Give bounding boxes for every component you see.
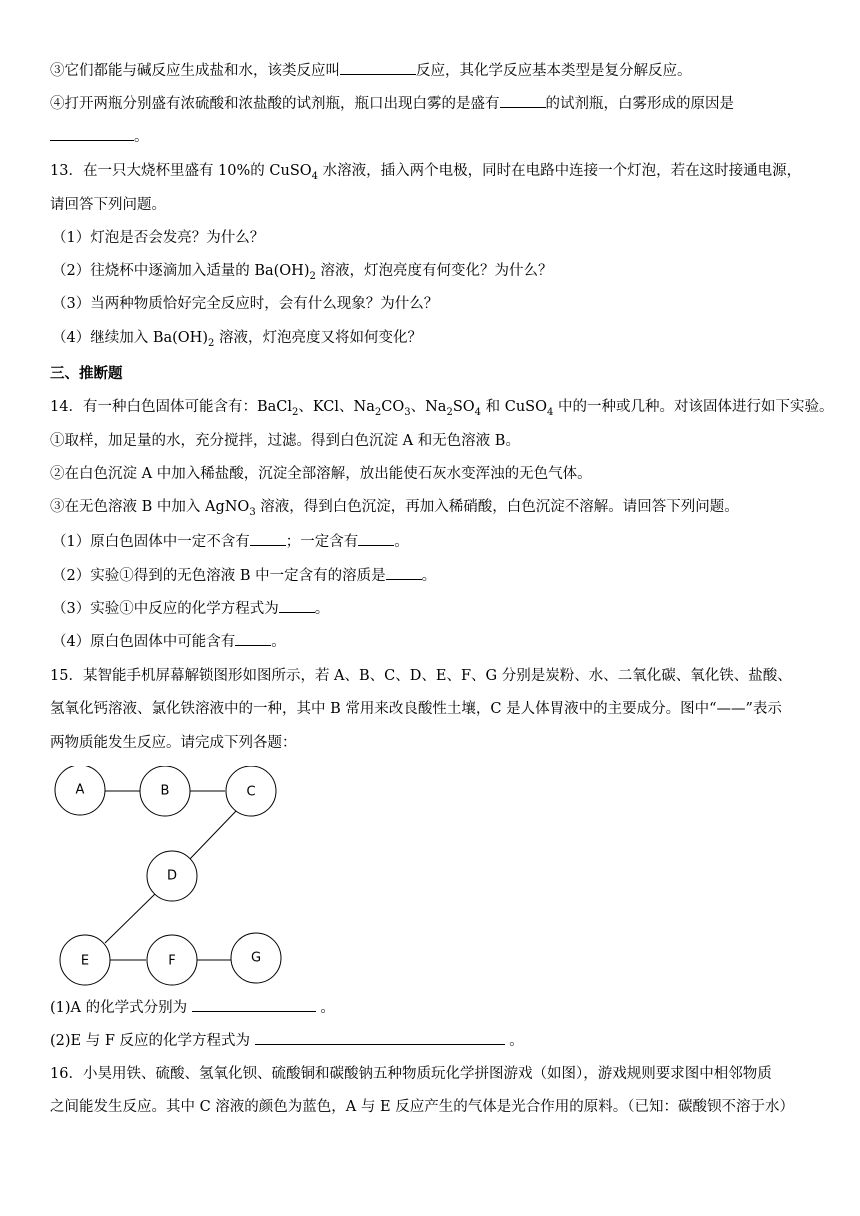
unlock-pattern-diagram [52,766,292,992]
edge-c-d [188,810,237,861]
answer-blank[interactable] [235,631,271,646]
answer-blank[interactable] [192,997,316,1012]
node-e-label: E [80,953,90,969]
answer-blank[interactable] [255,1030,505,1045]
q14-stem: 14．有一种白色固体可能含有：BaCl$_2$、KCl、$Na_2CO_3$、$Na_2SO_4$ 和 CuSO$_4$ 中的一种或几种。对该固体进行如下实验。 [50,399,834,418]
answer-blank[interactable] [250,531,286,546]
q12-item3: ③它们都能与碱反应生成盐和水，该类反应叫 反应，其化学反应基本类型是复分解反应。 [50,60,692,81]
q15-stem-line2: 氢氧化钙溶液、氯化铁溶液中的一种，其中 B 常用来改良酸性土壤，C 是人体胃液中的主要成分。图中“——”表示 [50,701,782,717]
q13-part3: （3）当两种物质恰好完全反应时，会有什么现象？为什么？ [52,296,439,312]
answer-blank[interactable] [386,565,422,580]
node-b-label: B [160,783,170,799]
node-f-label: F [168,953,176,969]
q15-part1: (1)A 的化学式分别为 。 [50,997,335,1018]
q16-stem-line2: 之间能发生反应。其中 C 溶液的颜色为蓝色，A 与 E 反应产生的气体是光合作用的原料。（已知：碳酸钡不溶于水） [50,1099,794,1115]
answer-blank[interactable] [50,126,134,141]
node-a-label: A [75,782,85,798]
node-g-label: G [250,950,262,966]
q13-part2: （2）往烧杯中逐滴加入适量的 $Ba(OH)_2$ 溶液，灯泡亮度有何变化？为什么？ [52,263,553,282]
edge-d-e [105,893,156,943]
answer-blank[interactable] [358,531,394,546]
node-c-label: C [246,784,256,800]
q12-item4: ④打开两瓶分别盛有浓硫酸和浓盐酸的试剂瓶，瓶口出现白雾的是盛有 的试剂瓶，白雾形成的原因是 [50,93,734,114]
q14-part3: （3）实验①中反应的化学方程式为 。 [52,598,329,619]
answer-blank[interactable] [500,93,546,108]
q15-stem-line1: 15．某智能手机屏幕解锁图形如图所示，若 A、B、C、D、E、F、G 分别是炭粉、水、二氧化碳、氧化铁、盐酸、 [50,668,792,684]
answer-blank[interactable] [340,60,416,75]
q13-part1: （1）灯泡是否会发亮？为什么？ [52,230,265,246]
q14-step2: ②在白色沉淀 A 中加入稀盐酸，沉淀全部溶解，放出能使石灰水变浑浊的无色气体。 [50,466,592,482]
node-d-label: D [166,868,178,884]
q15-stem-line3: 两物质能发生反应。请完成下列各题： [50,735,297,751]
q13-stem-line1: 13．在一只大烧杯里盛有 10%的 CuSO$_4$ 水溶液，插入两个电极，同时在电路中连接一个灯泡，若在这时接通电源， [50,163,802,182]
q13-stem-line2: 请回答下列问题。 [50,197,166,213]
q13-part4: （4）继续加入 $Ba(OH)_2$ 溶液，灯泡亮度又将如何变化？ [52,330,422,349]
q14-step3: ③在无色溶液 B 中加入 AgNO$_3$ 溶液，得到白色沉淀，再加入稀硝酸，白色沉淀不溶解。请回答下列问题。 [50,499,739,518]
section-heading: 三、推断题 [50,365,123,382]
q14-part4: （4）原白色固体中可能含有 。 [52,631,286,652]
q14-step1: ①取样，加足量的水，充分搅拌，过滤。得到白色沉淀 A 和无色溶液 B。 [50,433,520,449]
answer-blank[interactable] [279,598,315,613]
q16-stem-line1: 16．小昊用铁、硫酸、氢氧化钡、硫酸铜和碳酸钠五种物质玩化学拼图游戏（如图），游戏规则要求图中相邻物质 [50,1066,772,1082]
q14-part2: （2）实验①得到的无色溶液 B 中一定含有的溶质是 。 [52,565,436,586]
q12-item4-cont: 。 [50,126,149,147]
q14-part1: （1）原白色固体中一定不含有 ；一定含有 。 [52,531,409,552]
q15-part2: (2)E 与 F 反应的化学方程式为 。 [50,1030,524,1051]
